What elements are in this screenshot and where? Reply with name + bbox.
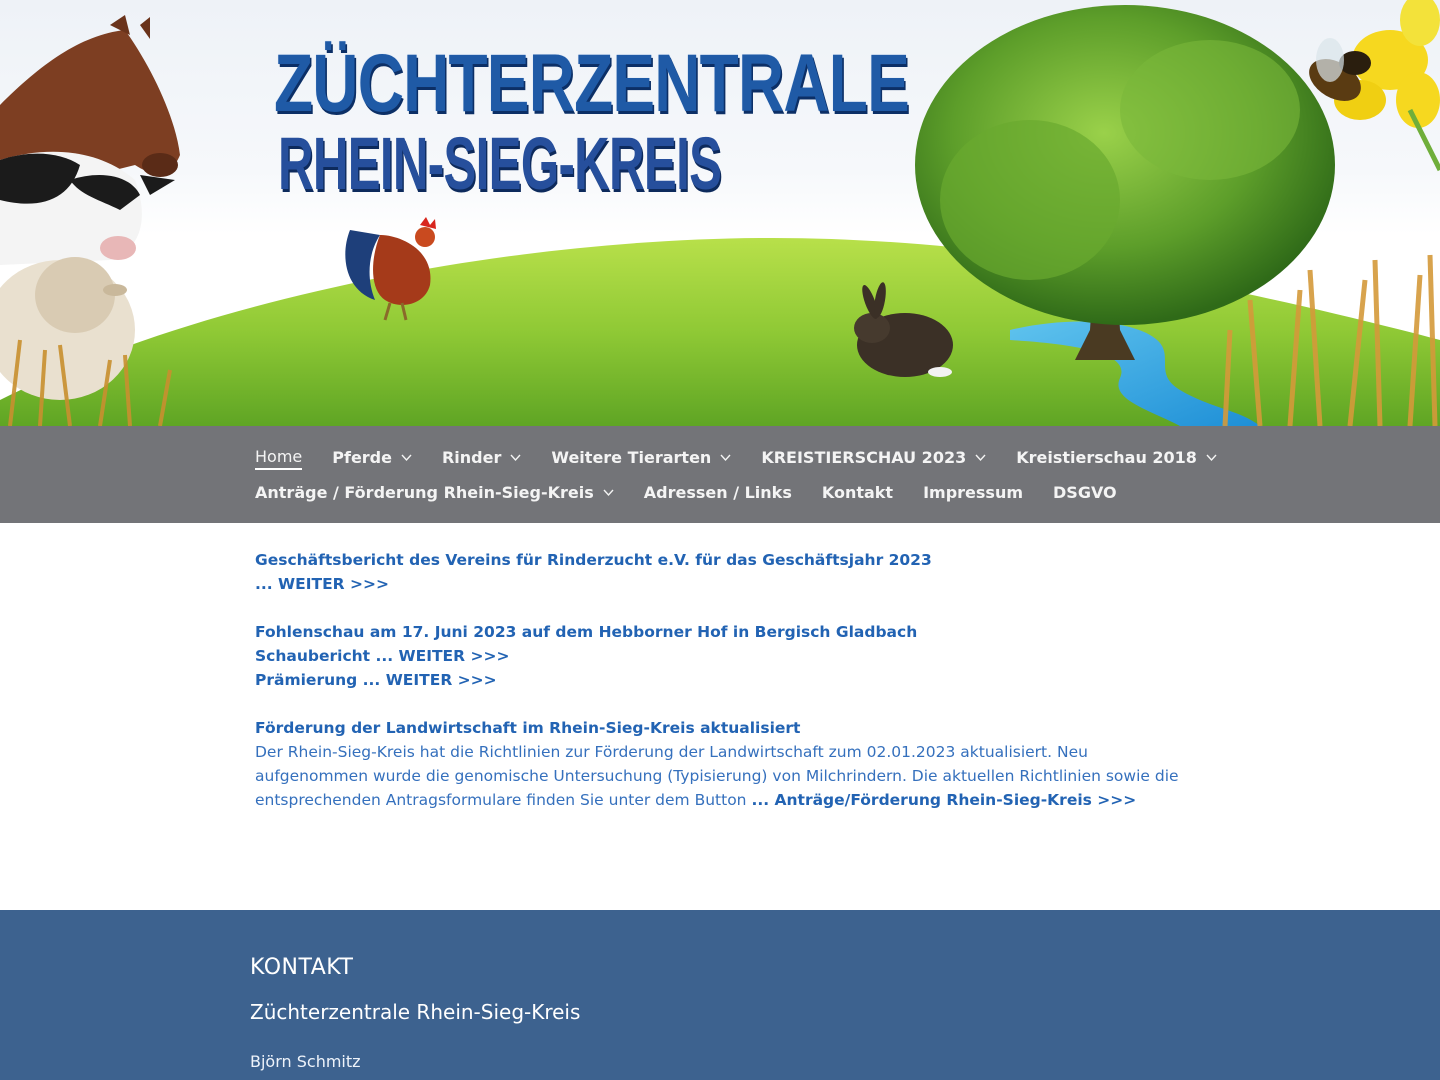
nav-row-1	[255, 444, 1247, 470]
nav-item-kreistierschau-2018[interactable]	[1016, 444, 1217, 470]
main-navigation	[0, 426, 1440, 523]
nav-item-antraege-foerderung[interactable]	[255, 479, 614, 505]
antraege-foerderung-link[interactable]: ... Anträge/Förderung Rhein-Sieg-Kreis >>>	[751, 791, 1137, 809]
news-2-praemierung-link[interactable]: Prämierung ... WEITER >>>	[255, 671, 497, 689]
nav-item-label: Weitere Tierarten	[551, 447, 712, 467]
chevron-down-icon	[975, 452, 986, 463]
spacer	[255, 692, 1185, 716]
news-3-title-link[interactable]: Förderung der Landwirtschaft im Rhein-Sieg-Kreis aktualisiert	[255, 719, 801, 737]
nav-item-label: Rinder	[441, 447, 502, 467]
chevron-down-icon	[720, 452, 731, 463]
nav-item-adressen-links[interactable]	[644, 479, 792, 505]
chevron-down-icon	[510, 452, 521, 463]
chevron-down-icon	[401, 452, 412, 463]
nav-row-2	[255, 479, 1147, 505]
footer-title: KONTAKT	[250, 955, 354, 980]
site-logo[interactable]	[274, 38, 1088, 205]
chevron-down-icon	[603, 487, 614, 498]
nav-item-label: Anträge / Förderung Rhein-Sieg-Kreis	[255, 482, 594, 502]
nav-item-weitere-tierarten[interactable]	[551, 444, 731, 470]
nav-item-label: Adressen / Links	[643, 482, 792, 502]
nav-item-label: Pferde	[332, 447, 392, 467]
header-banner	[0, 0, 1440, 426]
nav-item-kontakt[interactable]	[822, 479, 893, 505]
news-2-title-link[interactable]: Fohlenschau am 17. Juni 2023 auf dem Hebborner Hof in Bergisch Gladbach	[255, 623, 918, 641]
chevron-down-icon	[1206, 452, 1217, 463]
news-3-text: Der Rhein-Sieg-Kreis hat die Richtlinien zur Förderung der Landwirtschaft zum 02.01.2023 aktualisiert. Neu aufgenommen wurde die genomische Untersuchung (Typisierung) von Milchrindern. Die aktuellen Richtlinien sowie die entsprechenden Antragsformulare finden Sie unter dem Button	[255, 743, 1179, 809]
nav-item-pferde[interactable]	[332, 444, 412, 470]
news-1-title-link[interactable]: Geschäftsbericht des Vereins für Rinderzucht e.V. für das Geschäftsjahr 2023	[255, 551, 932, 569]
horse	[0, 15, 180, 177]
nav-item-label: Kontakt	[821, 482, 894, 502]
news-1-more-link[interactable]: ... WEITER >>>	[255, 575, 389, 593]
news-3-body	[255, 740, 1185, 812]
spacer	[255, 596, 1185, 620]
nav-item-label: Home	[255, 446, 303, 466]
footer	[0, 910, 1440, 1080]
news-2-schaubericht-link[interactable]: Schaubericht ... WEITER >>>	[255, 647, 510, 665]
nav-item-kreistierschau-2023[interactable]	[761, 444, 986, 470]
nav-item-rinder[interactable]	[442, 444, 521, 470]
nav-item-label: Impressum	[923, 482, 1024, 502]
footer-contact-person: Björn Schmitz	[250, 1052, 361, 1071]
nav-item-label: DSGVO	[1053, 482, 1117, 502]
nav-item-impressum[interactable]	[923, 479, 1023, 505]
main-content	[255, 548, 1185, 812]
nav-item-label: Kreistierschau 2018	[1016, 447, 1197, 467]
logo-line-2: RHEIN-SIEG-KREIS	[278, 122, 722, 205]
nav-item-dsgvo[interactable]	[1053, 479, 1117, 505]
nav-item-home[interactable]	[255, 444, 302, 470]
footer-organization: Züchterzentrale Rhein-Sieg-Kreis	[250, 1000, 581, 1024]
logo-line-1: ZÜCHTERZENTRALE	[274, 38, 909, 129]
nav-item-label: KREISTIERSCHAU 2023	[761, 447, 967, 467]
